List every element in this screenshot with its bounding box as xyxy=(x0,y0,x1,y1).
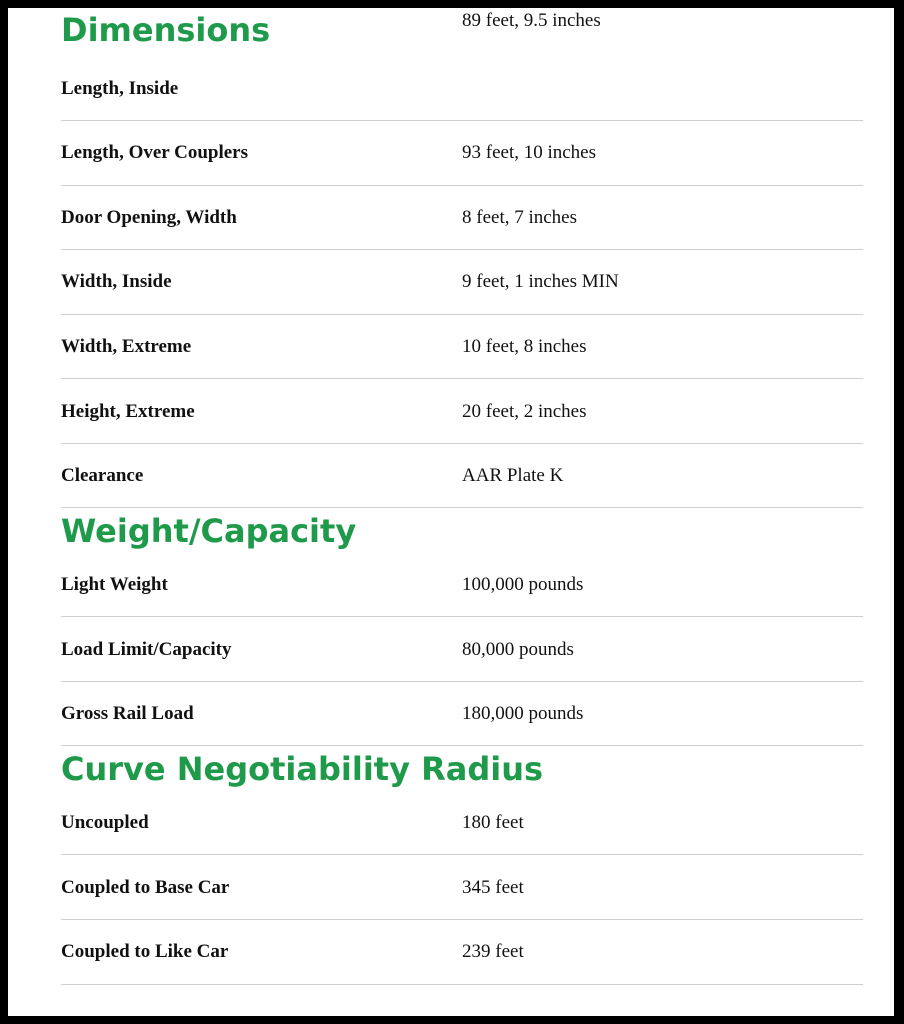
spec-value: 93 feet, 10 inches xyxy=(462,142,597,163)
spec-value: 89 feet, 9.5 inches xyxy=(462,10,601,31)
spec-label: Coupled to Like Car xyxy=(61,941,229,962)
row-divider xyxy=(61,616,863,617)
spec-value: 20 feet, 2 inches xyxy=(462,401,587,422)
spec-value: 80,000 pounds xyxy=(462,639,574,660)
spec-label: Load Limit/Capacity xyxy=(61,639,232,660)
section-title-curve-negotiability: Curve Negotiability Radius xyxy=(61,750,544,788)
spec-value: 8 feet, 7 inches xyxy=(462,207,578,228)
spec-label: Width, Inside xyxy=(61,271,172,292)
row-divider xyxy=(61,443,863,444)
row-divider xyxy=(61,854,863,855)
spec-label: Door Opening, Width xyxy=(61,207,237,228)
row-divider xyxy=(61,681,863,682)
spec-value: 10 feet, 8 inches xyxy=(462,336,587,357)
spec-value: 239 feet xyxy=(462,941,524,962)
spec-value: AAR Plate K xyxy=(462,465,564,486)
spec-label: Uncoupled xyxy=(61,812,149,833)
row-divider xyxy=(61,249,863,250)
spec-value: 9 feet, 1 inches MIN xyxy=(462,271,619,292)
spec-label: Length, Inside xyxy=(61,78,179,99)
spec-value: 180,000 pounds xyxy=(462,703,584,724)
spec-sheet xyxy=(8,8,894,1016)
row-divider xyxy=(61,185,863,186)
row-divider xyxy=(61,120,863,121)
spec-value: 100,000 pounds xyxy=(462,574,584,595)
spec-label: Height, Extreme xyxy=(61,401,195,422)
spec-value: 345 feet xyxy=(462,877,524,898)
row-divider xyxy=(61,314,863,315)
row-divider xyxy=(61,378,863,379)
spec-label: Clearance xyxy=(61,465,144,486)
spec-label: Coupled to Base Car xyxy=(61,877,230,898)
spec-label: Gross Rail Load xyxy=(61,703,194,724)
spec-label: Length, Over Couplers xyxy=(61,142,249,163)
spec-value: 180 feet xyxy=(462,812,524,833)
row-divider xyxy=(61,984,863,985)
section-title-weight-capacity: Weight/Capacity xyxy=(61,512,357,550)
section-title-dimensions: Dimensions xyxy=(61,11,271,49)
row-divider xyxy=(61,919,863,920)
spec-label: Light Weight xyxy=(61,574,168,595)
row-divider xyxy=(61,507,863,508)
spec-label: Width, Extreme xyxy=(61,336,192,357)
row-divider xyxy=(61,745,863,746)
